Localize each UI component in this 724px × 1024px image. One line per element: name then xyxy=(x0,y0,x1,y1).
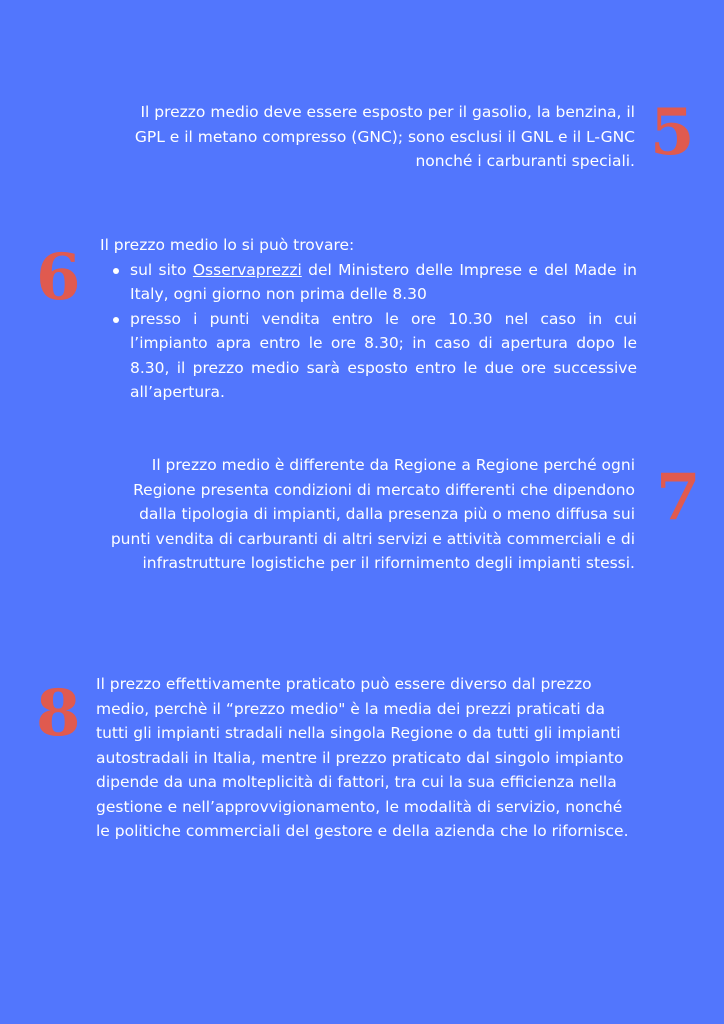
bullet-1-pre: sul sito xyxy=(130,260,193,279)
bullet-1-post: del Ministero delle Imprese e del Made in Italy, ogni giorno non prima delle 8.30 xyxy=(130,260,637,303)
section-5-number: 5 xyxy=(650,95,695,170)
section-5-text: Il prezzo medio deve essere esposto per il gasolio, la benzina, il GPL e il metano compresso (GNC); sono esclusi il GNL e il L-GNC nonché i carburanti speciali. xyxy=(134,103,635,170)
section-6-list xyxy=(100,258,637,405)
section-6-number: 6 xyxy=(36,240,81,315)
section-6-bullet-1 xyxy=(130,258,637,307)
section-6-bullet-2: presso i punti vendita entro le ore 10.30 nel caso in cui l’impianto apra entro le ore 8.30; in caso di apertura dopo le 8.30, il prezzo medio sarà esposto entro le due ore successive all’apertura. xyxy=(130,307,637,405)
section-7-text: Il prezzo medio è differente da Regione a Regione perché ogni Regione presenta condizioni di mercato differenti che dipendono dalla tipologia di impianti, dalla presenza più o meno diffusa sui punti vendita di carburanti di altri servizi e attività commerciali e di infrastrutture logistiche per il rifornimento degli impianti stessi. xyxy=(110,456,635,572)
section-7-number: 7 xyxy=(656,460,701,535)
section-6-content xyxy=(100,233,637,405)
section-8-number: 8 xyxy=(36,676,81,751)
osservaprezzi-link[interactable]: Osservaprezzi xyxy=(192,260,302,279)
section-8-text: Il prezzo effettivamente praticato può essere diverso dal prezzo medio, perchè il “prezzo medio" è la media dei prezzi praticati da tutti gli impianti stradali nella singola Regione o da tutti gli impianti autostradali in Italia, mentre il prezzo praticato dal singolo impianto dipende da una molteplicità di fattori, tra cui la sua efficienza nella gestione e nell’approvvigionamento, le modalità di servizio, nonché le politiche commerciali del gestore e della azienda che lo rifornisce. xyxy=(96,675,629,840)
section-6-intro: Il prezzo medio lo si può trovare: xyxy=(100,236,355,254)
